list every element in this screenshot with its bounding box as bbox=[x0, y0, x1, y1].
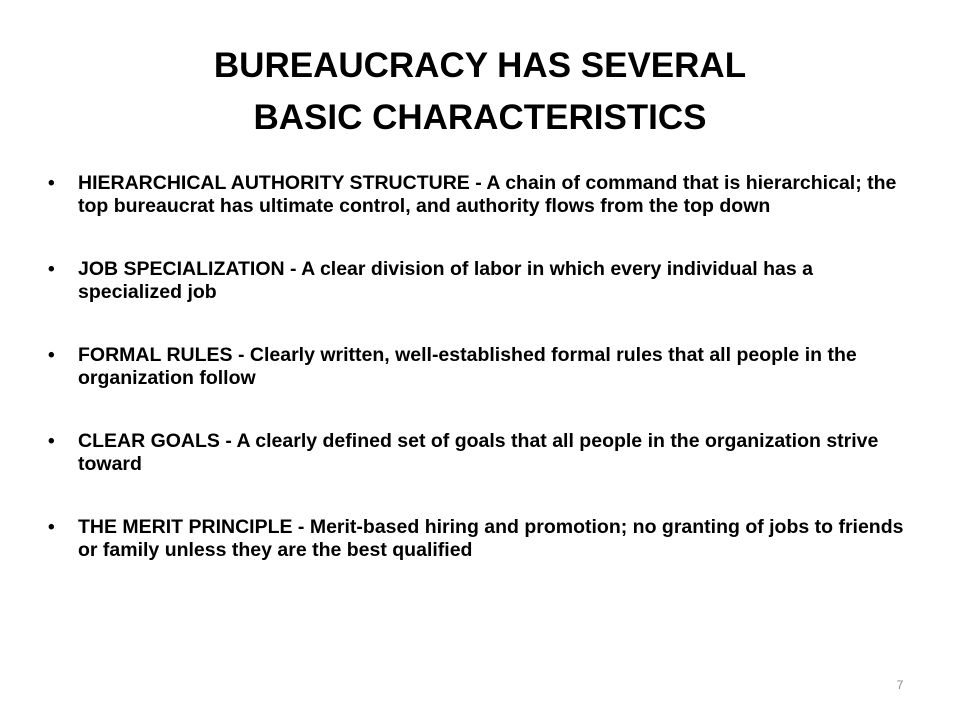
bullet-text: JOB SPECIALIZATION - A clear division of labor in which every individual has a specialized job bbox=[78, 258, 814, 303]
bullet-list bbox=[48, 172, 908, 602]
bullet-item-formal-rules bbox=[48, 344, 908, 390]
bullet-icon: • bbox=[48, 345, 55, 366]
bullet-text: CLEAR GOALS - A clearly defined set of goals that all people in the organization strive toward bbox=[78, 430, 879, 475]
bullet-icon: • bbox=[48, 259, 55, 280]
bullet-icon: • bbox=[48, 517, 55, 538]
page-number: 7 bbox=[896, 678, 904, 692]
bullet-icon: • bbox=[48, 173, 55, 194]
bullet-text: FORMAL RULES - Clearly written, well-established formal rules that all people in the organization follow bbox=[78, 344, 857, 389]
bullet-text: THE MERIT PRINCIPLE - Merit-based hiring and promotion; no granting of jobs to friends or family unless they are the best qualified bbox=[78, 516, 904, 561]
slide-title-line-2: BASIC CHARACTERISTICS bbox=[253, 98, 707, 137]
slide-title-line-1: BUREAUCRACY HAS SEVERAL bbox=[213, 46, 747, 85]
bullet-text: HIERARCHICAL AUTHORITY STRUCTURE - A chain of command that is hierarchical; the top bureaucrat has ultimate control, and authority flows from the top down bbox=[78, 172, 897, 217]
bullet-item-merit-principle bbox=[48, 516, 908, 562]
bullet-item-hierarchical-authority bbox=[48, 172, 908, 218]
slide-title bbox=[60, 40, 900, 144]
bullet-item-clear-goals bbox=[48, 430, 908, 476]
bullet-icon: • bbox=[48, 431, 55, 452]
bullet-item-job-specialization bbox=[48, 258, 908, 304]
